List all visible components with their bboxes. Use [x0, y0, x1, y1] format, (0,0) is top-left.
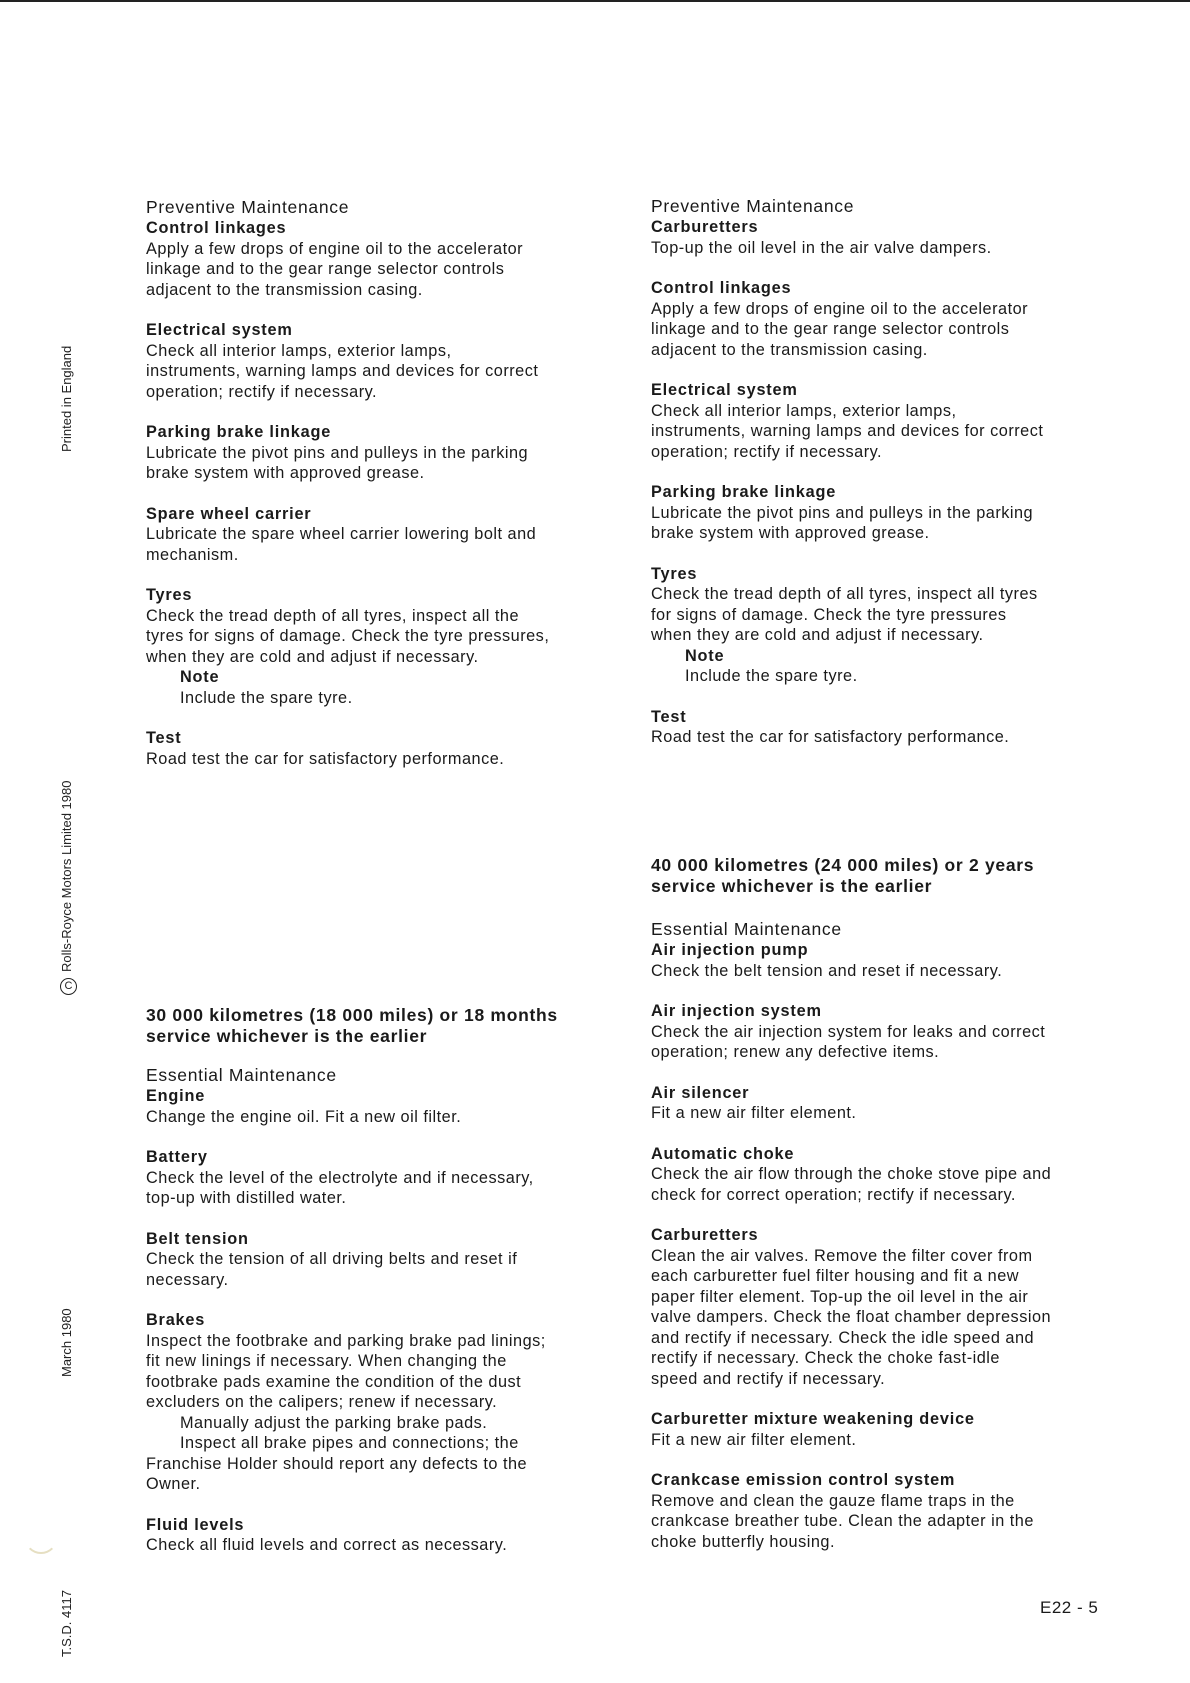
section-heading: Crankcase emission control system: [651, 1471, 956, 1489]
text-line: Check the air injection system for leaks and correct: [651, 1022, 1046, 1041]
right-service-column: [651, 855, 1121, 1552]
left-engine: [146, 1086, 616, 1127]
tsd-line: [59, 1590, 74, 1657]
text-line: mechanism.: [146, 545, 239, 564]
text-line: instruments, warning lamps and devices for correct: [146, 362, 539, 380]
text-line: instruments, warning lamps and devices for correct: [651, 422, 1044, 440]
text-line: brake system with approved grease.: [651, 524, 930, 542]
text-line: Check the belt tension and reset if necessary.: [651, 961, 1003, 980]
section-heading: Electrical system: [651, 381, 798, 399]
section-heading: Air injection pump: [651, 941, 809, 959]
text-line: crankcase breather tube. Clean the adapter in the: [651, 1512, 1034, 1530]
text-line: fit new linings if necessary. When changing the: [146, 1352, 507, 1370]
section-heading: Parking brake linkage: [651, 483, 837, 501]
text-line: rectify if necessary. Check the choke fast-idle: [651, 1349, 1000, 1367]
text-line: Inspect the footbrake and parking brake pad linings;: [146, 1331, 546, 1350]
text-line: tyres for signs of damage. Check the tyre pressures,: [146, 627, 550, 645]
text-line: Top-up the oil level in the air valve dampers.: [651, 238, 992, 257]
right-test: [651, 707, 1121, 748]
printed-in-england: [59, 346, 74, 452]
text-line: Lubricate the pivot pins and pulleys in the parking: [651, 503, 1034, 522]
left-tyres: [146, 585, 616, 708]
section-heading: Belt tension: [146, 1229, 249, 1248]
text-line: Fit a new air filter element.: [651, 1104, 857, 1122]
page-number: E22 - 5: [1040, 1598, 1099, 1617]
right-title: Preventive Maintenance: [651, 196, 855, 216]
section-heading: Battery: [146, 1148, 208, 1166]
section-heading: Air silencer: [651, 1083, 750, 1102]
left-fluid-levels: [146, 1515, 616, 1556]
right-essential-title: Essential Maintenance: [651, 919, 842, 939]
left-parking-brake: [146, 422, 616, 484]
text-line: operation; rectify if necessary.: [651, 442, 883, 461]
printed-text: Printed in England: [59, 345, 74, 452]
service-title: 30 000 kilometres (18 000 miles) or 18 months: [146, 1005, 558, 1025]
section-heading: Automatic choke: [651, 1144, 795, 1163]
section-heading: Spare wheel carrier: [146, 504, 312, 523]
copyright-text: Rolls-Royce Motors Limited 1980: [59, 780, 74, 972]
service-title: 40 000 kilometres (24 000 miles) or 2 years: [651, 855, 1035, 875]
text-line: each carburetter fuel filter housing and fit a new: [651, 1267, 1020, 1285]
left-title: Preventive Maintenance: [146, 197, 350, 217]
smudge-mark: [24, 1520, 58, 1554]
left-belt-tension: [146, 1229, 616, 1291]
section-heading: Air injection system: [651, 1002, 822, 1020]
date-text: March 1980: [59, 1308, 74, 1377]
note-text: Include the spare tyre.: [180, 688, 353, 707]
text-line: linkage and to the gear range selector controls: [146, 260, 505, 278]
section-heading: Parking brake linkage: [146, 423, 332, 441]
text-line: when they are cold and adjust if necessary.: [651, 626, 984, 644]
tsd-text: T.S.D. 4117: [59, 1590, 74, 1657]
text-line: and rectify if necessary. Check the idle speed and: [651, 1328, 1035, 1347]
right-mixture-weakening: [651, 1409, 1121, 1450]
copyright-icon: C: [60, 978, 77, 995]
section-heading: Tyres: [146, 586, 193, 604]
text-line: Check the tread depth of all tyres, inspect all tyres: [651, 585, 1038, 603]
text-line: Lubricate the spare wheel carrier lowering bolt and: [146, 525, 537, 543]
left-test: [146, 728, 616, 769]
right-air-injection-system: [651, 1001, 1121, 1063]
text-line: Manually adjust the parking brake pads.: [180, 1413, 488, 1432]
right-air-injection-pump: [651, 940, 1121, 981]
right-tyres: [651, 564, 1121, 687]
section-heading: Test: [651, 707, 687, 726]
note-label: Note: [685, 646, 725, 665]
right-column: [651, 196, 1121, 748]
note-label: Note: [180, 668, 220, 686]
text-line: Check the tread depth of all tyres, inspect all the: [146, 606, 520, 625]
text-line: footbrake pads examine the condition of the dust: [146, 1372, 522, 1391]
section-heading: Engine: [146, 1087, 206, 1105]
section-heading: Tyres: [651, 564, 698, 583]
text-line: Check all fluid levels and correct as necessary.: [146, 1536, 508, 1554]
section-heading: Carburetter mixture weakening device: [651, 1410, 975, 1428]
right-parking-brake: [651, 482, 1121, 544]
text-line: Franchise Holder should report any defects to the: [146, 1454, 528, 1473]
top-rule: [0, 0, 1190, 2]
text-line: adjacent to the transmission casing.: [146, 280, 423, 299]
service-title: service whichever is the earlier: [651, 876, 933, 896]
text-line: adjacent to the transmission casing.: [651, 340, 928, 359]
text-line: Check the air flow through the choke stove pipe and: [651, 1165, 1052, 1183]
left-spare-wheel: [146, 504, 616, 566]
section-heading: Test: [146, 729, 182, 747]
text-line: paper filter element. Top-up the oil level in the air: [651, 1287, 1029, 1306]
left-essential-title: Essential Maintenance: [146, 1065, 337, 1085]
text-line: operation; renew any defective items.: [651, 1043, 940, 1061]
left-brakes: [146, 1310, 616, 1495]
text-line: Owner.: [146, 1475, 201, 1493]
text-line: Road test the car for satisfactory performance.: [651, 728, 1010, 746]
section-heading: Carburetters: [651, 1226, 759, 1244]
right-crankcase-emission: [651, 1470, 1121, 1552]
text-line: Change the engine oil. Fit a new oil filter.: [146, 1107, 462, 1126]
text-line: Fit a new air filter element.: [651, 1430, 857, 1449]
text-line: Check the tension of all driving belts and reset if: [146, 1250, 518, 1268]
text-line: Lubricate the pivot pins and pulleys in the parking: [146, 443, 529, 462]
text-line: Check all interior lamps, exterior lamps,: [651, 401, 957, 420]
text-line: Road test the car for satisfactory performance.: [146, 749, 505, 768]
section-heading: Fluid levels: [146, 1515, 245, 1534]
section-heading: Electrical system: [146, 321, 293, 339]
text-line: Check all interior lamps, exterior lamps,: [146, 341, 452, 360]
date-line: [59, 1308, 74, 1377]
text-line: Apply a few drops of engine oil to the accelerator: [651, 299, 1029, 318]
text-line: Check the level of the electrolyte and if necessary,: [146, 1168, 534, 1187]
text-line: operation; rectify if necessary.: [146, 382, 378, 401]
text-line: when they are cold and adjust if necessary.: [146, 647, 479, 666]
text-line: choke butterfly housing.: [651, 1532, 835, 1551]
right-carburetters-service: [651, 1225, 1121, 1389]
text-line: Clean the air valves. Remove the filter cover from: [651, 1246, 1033, 1265]
left-column: [146, 197, 616, 769]
note-text: Include the spare tyre.: [685, 667, 858, 685]
left-battery: [146, 1147, 616, 1209]
section-heading: Carburetters: [651, 218, 759, 236]
right-air-silencer: [651, 1083, 1121, 1124]
left-service-column: [146, 1005, 616, 1556]
right-control-linkages: [651, 278, 1121, 360]
left-control-linkages: [146, 218, 616, 300]
right-automatic-choke: [651, 1144, 1121, 1206]
service-title: service whichever is the earlier: [146, 1026, 428, 1046]
text-line: Apply a few drops of engine oil to the accelerator: [146, 239, 524, 258]
left-electrical-system: [146, 320, 616, 402]
right-carburetters: [651, 217, 1121, 258]
text-line: necessary.: [146, 1270, 229, 1289]
text-line: check for correct operation; rectify if necessary.: [651, 1185, 1016, 1204]
text-line: Inspect all brake pipes and connections; the: [180, 1434, 519, 1452]
section-heading: Control linkages: [146, 219, 287, 237]
text-line: top-up with distilled water.: [146, 1189, 347, 1207]
right-electrical-system: [651, 380, 1121, 462]
text-line: brake system with approved grease.: [146, 464, 425, 482]
text-line: for signs of damage. Check the tyre pressures: [651, 605, 1007, 624]
text-line: speed and rectify if necessary.: [651, 1369, 886, 1388]
text-line: excluders on the calipers; renew if necessary.: [146, 1393, 498, 1411]
text-line: valve dampers. Check the float chamber depression: [651, 1308, 1052, 1326]
text-line: Remove and clean the gauze flame traps in the: [651, 1491, 1015, 1510]
section-heading: Control linkages: [651, 279, 792, 297]
section-heading: Brakes: [146, 1311, 206, 1329]
copyright-line: [59, 781, 77, 995]
text-line: linkage and to the gear range selector controls: [651, 320, 1010, 338]
